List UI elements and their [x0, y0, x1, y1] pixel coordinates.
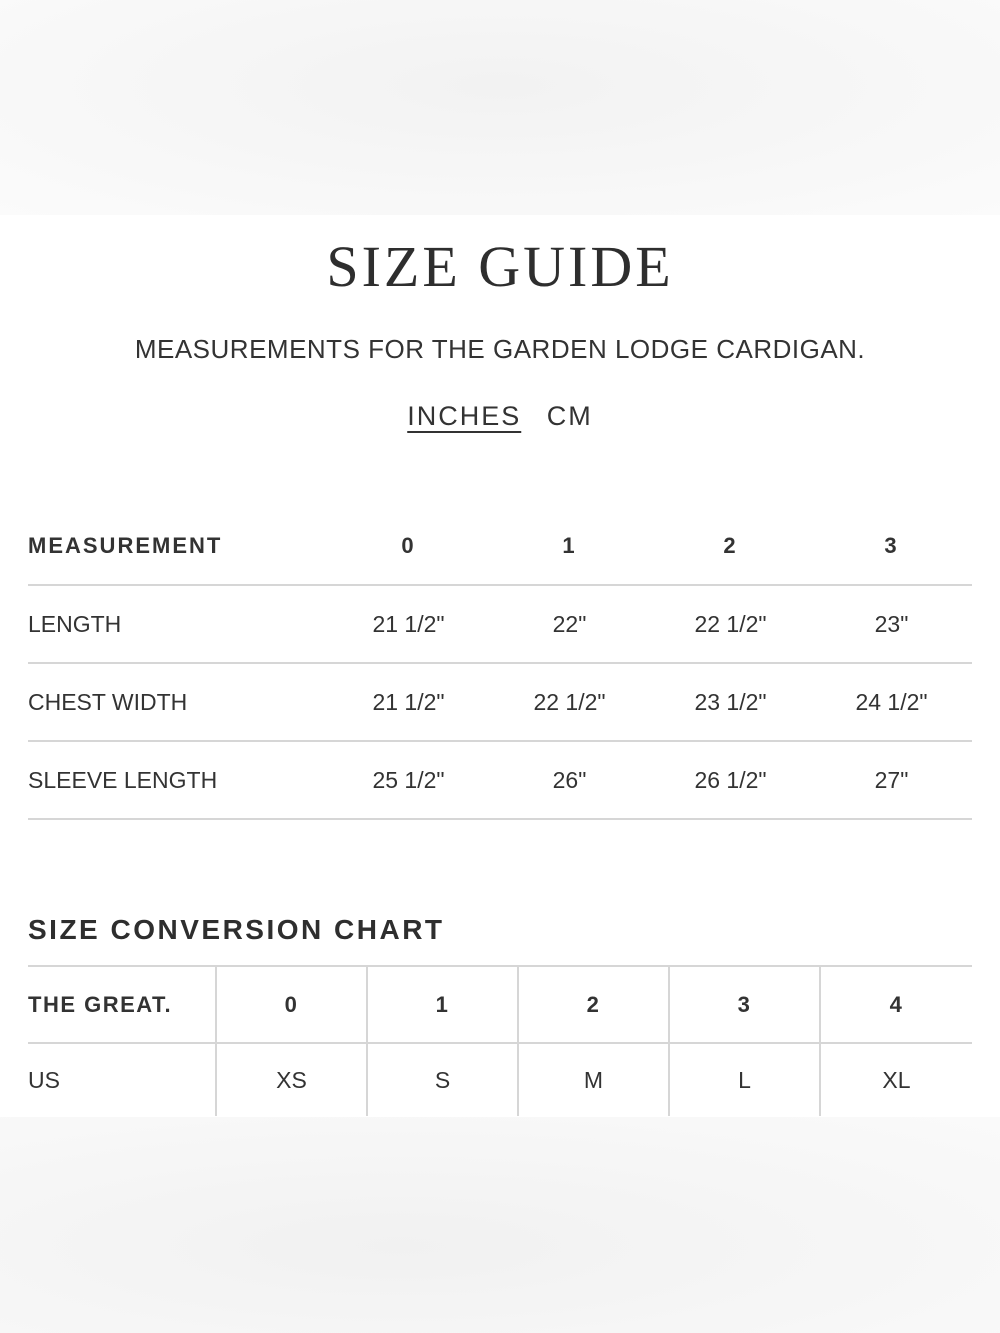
table-row [28, 1043, 972, 1116]
brand-header: THE GREAT. [28, 966, 216, 1043]
size-1-header: 1 [489, 508, 650, 585]
table-cell: 23" [811, 585, 972, 663]
table-cell: 27" [811, 741, 972, 819]
unit-inches-button[interactable]: INCHES [407, 401, 522, 431]
measurement-header-row [28, 508, 972, 585]
size-3-header: 3 [811, 508, 972, 585]
table-cell: 25 1/2" [328, 741, 489, 819]
conversion-header-row [28, 966, 972, 1043]
size-0-header: 0 [216, 966, 367, 1043]
size-4-header: 4 [820, 966, 972, 1043]
table-cell: M [518, 1043, 669, 1116]
row-label: LENGTH [28, 585, 328, 663]
table-cell: 21 1/2" [328, 663, 489, 741]
measurement-table [28, 508, 972, 820]
unit-cm-button[interactable]: CM [546, 401, 593, 431]
background-bottom [0, 1117, 1000, 1333]
unit-toggle [0, 399, 1000, 433]
size-2-header: 2 [650, 508, 811, 585]
size-guide-panel [0, 215, 1000, 1117]
size-1-header: 1 [367, 966, 518, 1043]
table-cell: S [367, 1043, 518, 1116]
table-cell: 26 1/2" [650, 741, 811, 819]
table-cell: 23 1/2" [650, 663, 811, 741]
size-2-header: 2 [518, 966, 669, 1043]
table-cell: XS [216, 1043, 367, 1116]
table-row [28, 741, 972, 819]
table-row [28, 585, 972, 663]
row-label: US [28, 1066, 60, 1093]
table-cell: L [669, 1043, 820, 1116]
page-subtitle: MEASUREMENTS FOR THE GARDEN LODGE CARDIGAN. [134, 334, 866, 364]
table-row [28, 663, 972, 741]
size-3-header: 3 [669, 966, 820, 1043]
conversion-chart-title: SIZE CONVERSION CHART [28, 914, 445, 945]
table-cell: 21 1/2" [328, 585, 489, 663]
table-cell: XL [820, 1043, 972, 1116]
table-cell: 22 1/2" [489, 663, 650, 741]
table-cell: 22 1/2" [650, 585, 811, 663]
conversion-table [28, 965, 972, 1116]
page-title: SIZE GUIDE [326, 234, 674, 299]
size-0-header: 0 [328, 508, 489, 585]
background-top [0, 0, 1000, 215]
table-cell: 22" [489, 585, 650, 663]
measurement-header: MEASUREMENT [28, 508, 328, 585]
row-label: SLEEVE LENGTH [28, 741, 328, 819]
row-label: CHEST WIDTH [28, 663, 328, 741]
table-cell: 26" [489, 741, 650, 819]
table-cell: 24 1/2" [811, 663, 972, 741]
